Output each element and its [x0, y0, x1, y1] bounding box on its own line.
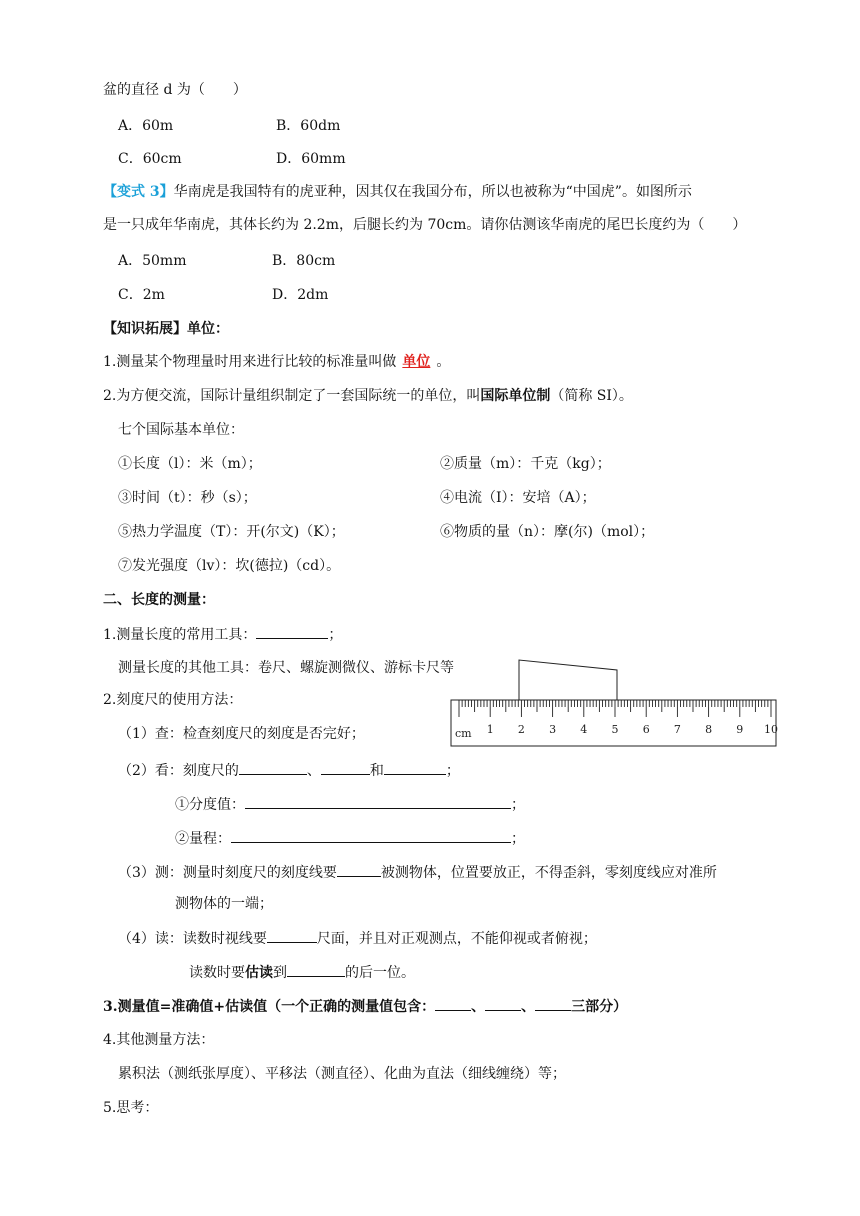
ruler-unit-label: cm — [455, 727, 472, 740]
tools-text: 1.测量长度的常用工具： — [103, 627, 257, 643]
p2-end: （简称 SI）。 — [550, 388, 633, 404]
unit-luminous: ⑦发光强度（lv）：坎(德拉)（cd）。 — [118, 558, 341, 574]
ruler-number-label: 1 — [486, 723, 494, 736]
other-methods-title: 4.其他测量方法： — [103, 1032, 215, 1048]
option-c: C．60cm — [118, 151, 182, 167]
ruler-figure — [446, 656, 780, 748]
measure-text: （3）测：测量时刻度尺的刻度线要 — [118, 865, 337, 881]
look-and: 和 — [369, 763, 384, 779]
measured-value-formula — [103, 996, 627, 1017]
step-check: （1）查：检查刻度尺的刻度是否完好； — [118, 726, 365, 742]
look-blank-3 — [384, 760, 446, 775]
variant3-text: 华南虎是我国特有的虎亚种，因其仅在我国分布，所以也被称为“中国虎”。如图所示 — [173, 184, 692, 200]
measure-blank — [337, 862, 381, 877]
ruler-number-label: 4 — [580, 723, 588, 736]
tools-line — [103, 624, 342, 645]
step-look — [118, 760, 460, 781]
unit-temperature: ⑤热力学温度（T）：开(尔文)（K）； — [118, 524, 345, 540]
step-measure-cont: 测物体的一端； — [175, 896, 273, 912]
p2-text: 2.为方便交流，国际计量组织制定了一套国际统一的单位，叫 — [103, 388, 481, 404]
think-title: 5.思考： — [103, 1100, 159, 1116]
extension-p2 — [103, 386, 633, 406]
variant3-line1 — [103, 182, 692, 202]
formula-text: 3.测量值=准确值+估读值（一个正确的测量值包含： — [103, 999, 436, 1015]
step-read — [118, 928, 597, 949]
read-blank — [267, 928, 317, 943]
estimate-end: 的后一位。 — [345, 965, 415, 981]
division-blank — [245, 794, 511, 809]
formula-blank-2 — [485, 996, 521, 1011]
measured-object — [519, 660, 617, 700]
range-label: ②量程： — [175, 831, 231, 847]
division-value — [175, 794, 525, 815]
ruler-number-label: 2 — [517, 723, 525, 736]
option-d: D．60mm — [276, 151, 346, 167]
ruler-number-label: 10 — [764, 723, 778, 736]
range-value — [175, 828, 525, 849]
ruler-number-label: 5 — [611, 723, 619, 736]
ruler-usage-title: 2.刻度尺的使用方法： — [103, 692, 243, 708]
extension-title: 【知识拓展】单位： — [103, 321, 229, 337]
look-sep: 、 — [306, 763, 321, 779]
range-blank — [231, 828, 511, 843]
option-b: B．60dm — [276, 118, 341, 134]
p2-bold: 国际单位制 — [480, 388, 551, 404]
variant3-option-a: A．50mm — [118, 253, 187, 269]
measure-text-2: 被测物体，位置要放正，不得歪斜，零刻度线应对准所 — [380, 865, 717, 881]
variant3-option-d: D．2dm — [272, 287, 329, 303]
formula-end: 三部分） — [571, 999, 628, 1015]
look-blank-1 — [239, 760, 307, 775]
unit-mass: ②质量（m）：千克（kg）； — [440, 456, 611, 472]
ruler-number-label: 7 — [673, 723, 681, 736]
extension-p1 — [103, 352, 450, 372]
estimate-blank — [287, 962, 345, 977]
section2-title: 二、长度的测量： — [103, 592, 215, 608]
variant3-tag: 【变式 3】 — [103, 184, 174, 200]
seven-units-heading: 七个国际基本单位： — [118, 422, 244, 438]
variant3-line2: 是一只成年华南虎，其体长约为 2.2m，后腿长约为 70cm。请你估测该华南虎的尾巴长度约为（ ） — [103, 217, 747, 233]
ruler-number-label: 3 — [549, 723, 557, 736]
estimate-text: 读数时要 — [189, 965, 245, 981]
step-estimate — [189, 962, 415, 983]
tools-end: ； — [328, 627, 343, 643]
p1-end: 。 — [436, 354, 451, 370]
formula-sep-1: 、 — [471, 999, 486, 1015]
read-text: （4）读：读数时视线要 — [118, 931, 267, 947]
division-label: ①分度值： — [175, 797, 245, 813]
tools-blank — [256, 624, 328, 639]
other-tools: 测量长度的其他工具：卷尺、螺旋测微仪、游标卡尺等 — [118, 660, 454, 676]
ruler-number-label: 8 — [705, 723, 713, 736]
option-a: A．60m — [118, 118, 174, 134]
unit-amount: ⑥物质的量（n）：摩(尔)（mol）； — [440, 524, 655, 540]
variant3-option-c: C．2m — [118, 287, 165, 303]
variant3-option-b: B．80cm — [272, 253, 336, 269]
range-end: ； — [511, 831, 525, 847]
p1-answer: 单位 — [402, 354, 431, 370]
look-blank-2 — [321, 760, 370, 775]
division-end: ； — [511, 797, 525, 813]
formula-sep-2: 、 — [521, 999, 536, 1015]
formula-blank-1 — [435, 996, 471, 1011]
unit-length: ①长度（l）：米（m）； — [118, 456, 262, 472]
ruler-number-label: 9 — [736, 723, 744, 736]
estimate-to: 到 — [273, 965, 287, 981]
look-text: （2）看：刻度尺的 — [118, 763, 239, 779]
step-measure — [118, 862, 717, 883]
p1-text: 1.测量某个物理量时用来进行比较的标准量叫做 — [103, 354, 397, 370]
question-stem-tail: 盆的直径 d 为（ ） — [103, 82, 247, 98]
ruler-number-label: 6 — [642, 723, 650, 736]
formula-blank-3 — [535, 996, 571, 1011]
read-text-2: 尺面，并且对正观测点，不能仰视或者俯视； — [316, 931, 597, 947]
other-methods-body: 累积法（测纸张厚度）、平移法（测直径）、化曲为直法（细线缠绕）等； — [118, 1066, 566, 1082]
unit-time: ③时间（t）：秒（s）； — [118, 490, 257, 506]
unit-current: ④电流（I）：安培（A）； — [440, 490, 596, 506]
look-end: ； — [445, 763, 460, 779]
estimate-bold: 估读 — [245, 965, 273, 981]
